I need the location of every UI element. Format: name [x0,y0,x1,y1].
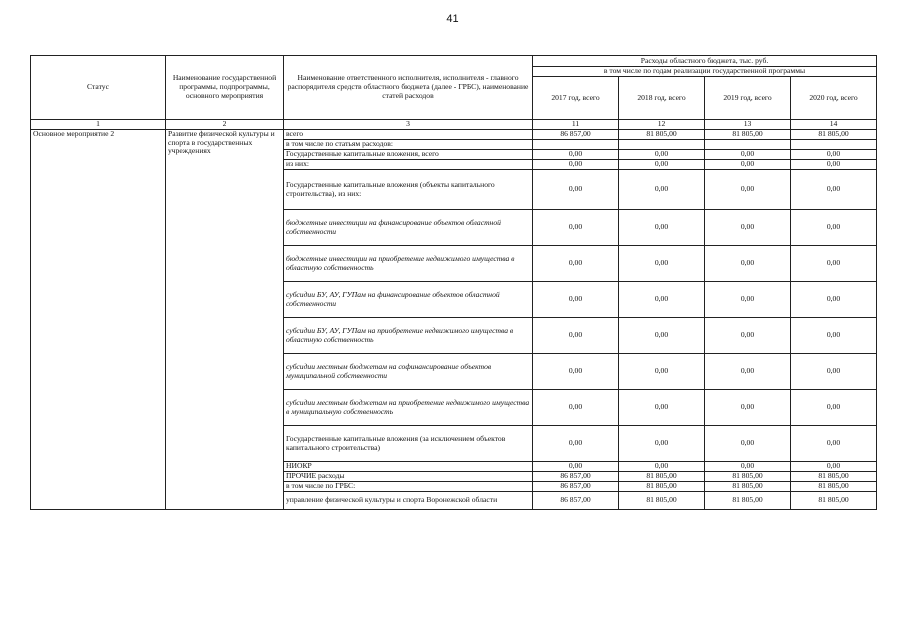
amount-cell: 81 805,00 [619,491,705,509]
amount-cell: 0,00 [791,390,877,426]
amount-cell: 0,00 [791,160,877,170]
header-by-years: в том числе по годам реализации государственной программы [533,67,877,77]
amount-cell: 0,00 [791,150,877,160]
program-name-cell: Развитие физической культуры и спорта в государственных учреждениях [166,130,284,510]
amount-cell: 0,00 [533,170,619,210]
status-cell: Основное мероприятие 2 [31,130,166,510]
amount-cell: 0,00 [533,282,619,318]
header-year-2020: 2020 год, всего [791,77,877,120]
amount-cell: 0,00 [705,282,791,318]
amount-cell: 0,00 [705,318,791,354]
amount-cell: 0,00 [533,318,619,354]
amount-cell: 0,00 [619,282,705,318]
expense-item-label: из них: [284,160,533,170]
column-number: 2 [166,120,284,130]
expense-item-label: субсидии местным бюджетам на софинансирование объектов муниципальной собственности [284,354,533,390]
amount-cell: 86 857,00 [533,130,619,140]
page-number: 41 [446,13,459,25]
budget-table [30,55,877,510]
amount-cell: 0,00 [533,390,619,426]
amount-cell: 86 857,00 [533,491,619,509]
column-number-row [31,120,877,130]
table-row [31,130,877,140]
amount-cell: 0,00 [619,150,705,160]
amount-cell: 0,00 [533,210,619,246]
amount-cell: 81 805,00 [705,491,791,509]
amount-cell: 86 857,00 [533,481,619,491]
expense-item-label: субсидии БУ, АУ, ГУПам на финансирование объектов областной собственности [284,282,533,318]
amount-cell: 0,00 [619,390,705,426]
header-expenses: Расходы областного бюджета, тыс. руб. [533,56,877,67]
header-status: Статус [31,56,166,120]
amount-cell: 0,00 [619,210,705,246]
amount-cell: 0,00 [533,462,619,472]
header-program-name: Наименование государственной программы, подпрограммы, основного мероприятия [166,56,284,120]
column-number: 11 [533,120,619,130]
table-body [31,120,877,510]
amount-cell: 0,00 [791,354,877,390]
column-number: 12 [619,120,705,130]
amount-cell: 0,00 [791,426,877,462]
expense-item-label: Государственные капитальные вложения (объекты капитального строительства), из них: [284,170,533,210]
column-number: 14 [791,120,877,130]
amount-cell: 81 805,00 [791,130,877,140]
amount-cell [619,140,705,150]
amount-cell: 0,00 [791,318,877,354]
expense-item-label: ПРОЧИЕ расходы [284,471,533,481]
amount-cell: 0,00 [533,160,619,170]
amount-cell: 0,00 [791,210,877,246]
amount-cell: 81 805,00 [705,130,791,140]
expense-item-label: управление физической культуры и спорта Воронежской области [284,491,533,509]
expense-item-label: в том числе по статьям расходов: [284,140,533,150]
amount-cell [791,140,877,150]
column-number: 3 [284,120,533,130]
amount-cell: 81 805,00 [619,471,705,481]
amount-cell: 0,00 [619,170,705,210]
expense-item-label: Государственные капитальные вложения, всего [284,150,533,160]
amount-cell: 86 857,00 [533,471,619,481]
amount-cell: 0,00 [791,462,877,472]
amount-cell: 0,00 [705,150,791,160]
amount-cell: 0,00 [791,282,877,318]
header-year-2018: 2018 год, всего [619,77,705,120]
amount-cell: 81 805,00 [791,491,877,509]
amount-cell: 0,00 [619,160,705,170]
amount-cell: 81 805,00 [619,130,705,140]
expense-item-label: Государственные капитальные вложения (за исключением объектов капитального строительства) [284,426,533,462]
amount-cell: 0,00 [791,246,877,282]
column-number: 13 [705,120,791,130]
amount-cell: 0,00 [705,354,791,390]
expense-item-label: бюджетные инвестиции на приобретение недвижимого имущества в областную собственность [284,246,533,282]
header-executor: Наименование ответственного исполнителя, исполнителя - главного распорядителя средств областного бюджета (далее - ГРБС), наименование статей расходов [284,56,533,120]
amount-cell: 0,00 [705,160,791,170]
amount-cell: 0,00 [705,246,791,282]
amount-cell: 81 805,00 [705,471,791,481]
expense-item-label: бюджетные инвестиции на финансирование объектов областной собственности [284,210,533,246]
amount-cell: 0,00 [791,170,877,210]
amount-cell: 0,00 [619,354,705,390]
amount-cell [533,140,619,150]
amount-cell [705,140,791,150]
amount-cell: 0,00 [533,426,619,462]
amount-cell: 0,00 [705,390,791,426]
header-year-2017: 2017 год, всего [533,77,619,120]
amount-cell: 0,00 [705,210,791,246]
amount-cell: 0,00 [705,426,791,462]
amount-cell: 0,00 [705,170,791,210]
amount-cell: 0,00 [533,246,619,282]
expense-item-label: субсидии местным бюджетам на приобретение недвижимого имущества в муниципальную собственность [284,390,533,426]
amount-cell: 0,00 [533,354,619,390]
amount-cell: 81 805,00 [705,481,791,491]
column-number: 1 [31,120,166,130]
amount-cell: 0,00 [533,150,619,160]
amount-cell: 81 805,00 [791,481,877,491]
amount-cell: 0,00 [619,246,705,282]
expense-item-label: НИОКР [284,462,533,472]
amount-cell: 81 805,00 [791,471,877,481]
amount-cell: 81 805,00 [619,481,705,491]
expense-item-label: в том числе по ГРБС: [284,481,533,491]
amount-cell: 0,00 [619,462,705,472]
amount-cell: 0,00 [619,426,705,462]
expense-item-label: всего [284,130,533,140]
expense-item-label: субсидии БУ, АУ, ГУПам на приобретение недвижимого имущества в областную собственность [284,318,533,354]
amount-cell: 0,00 [705,462,791,472]
amount-cell: 0,00 [619,318,705,354]
header-year-2019: 2019 год, всего [705,77,791,120]
